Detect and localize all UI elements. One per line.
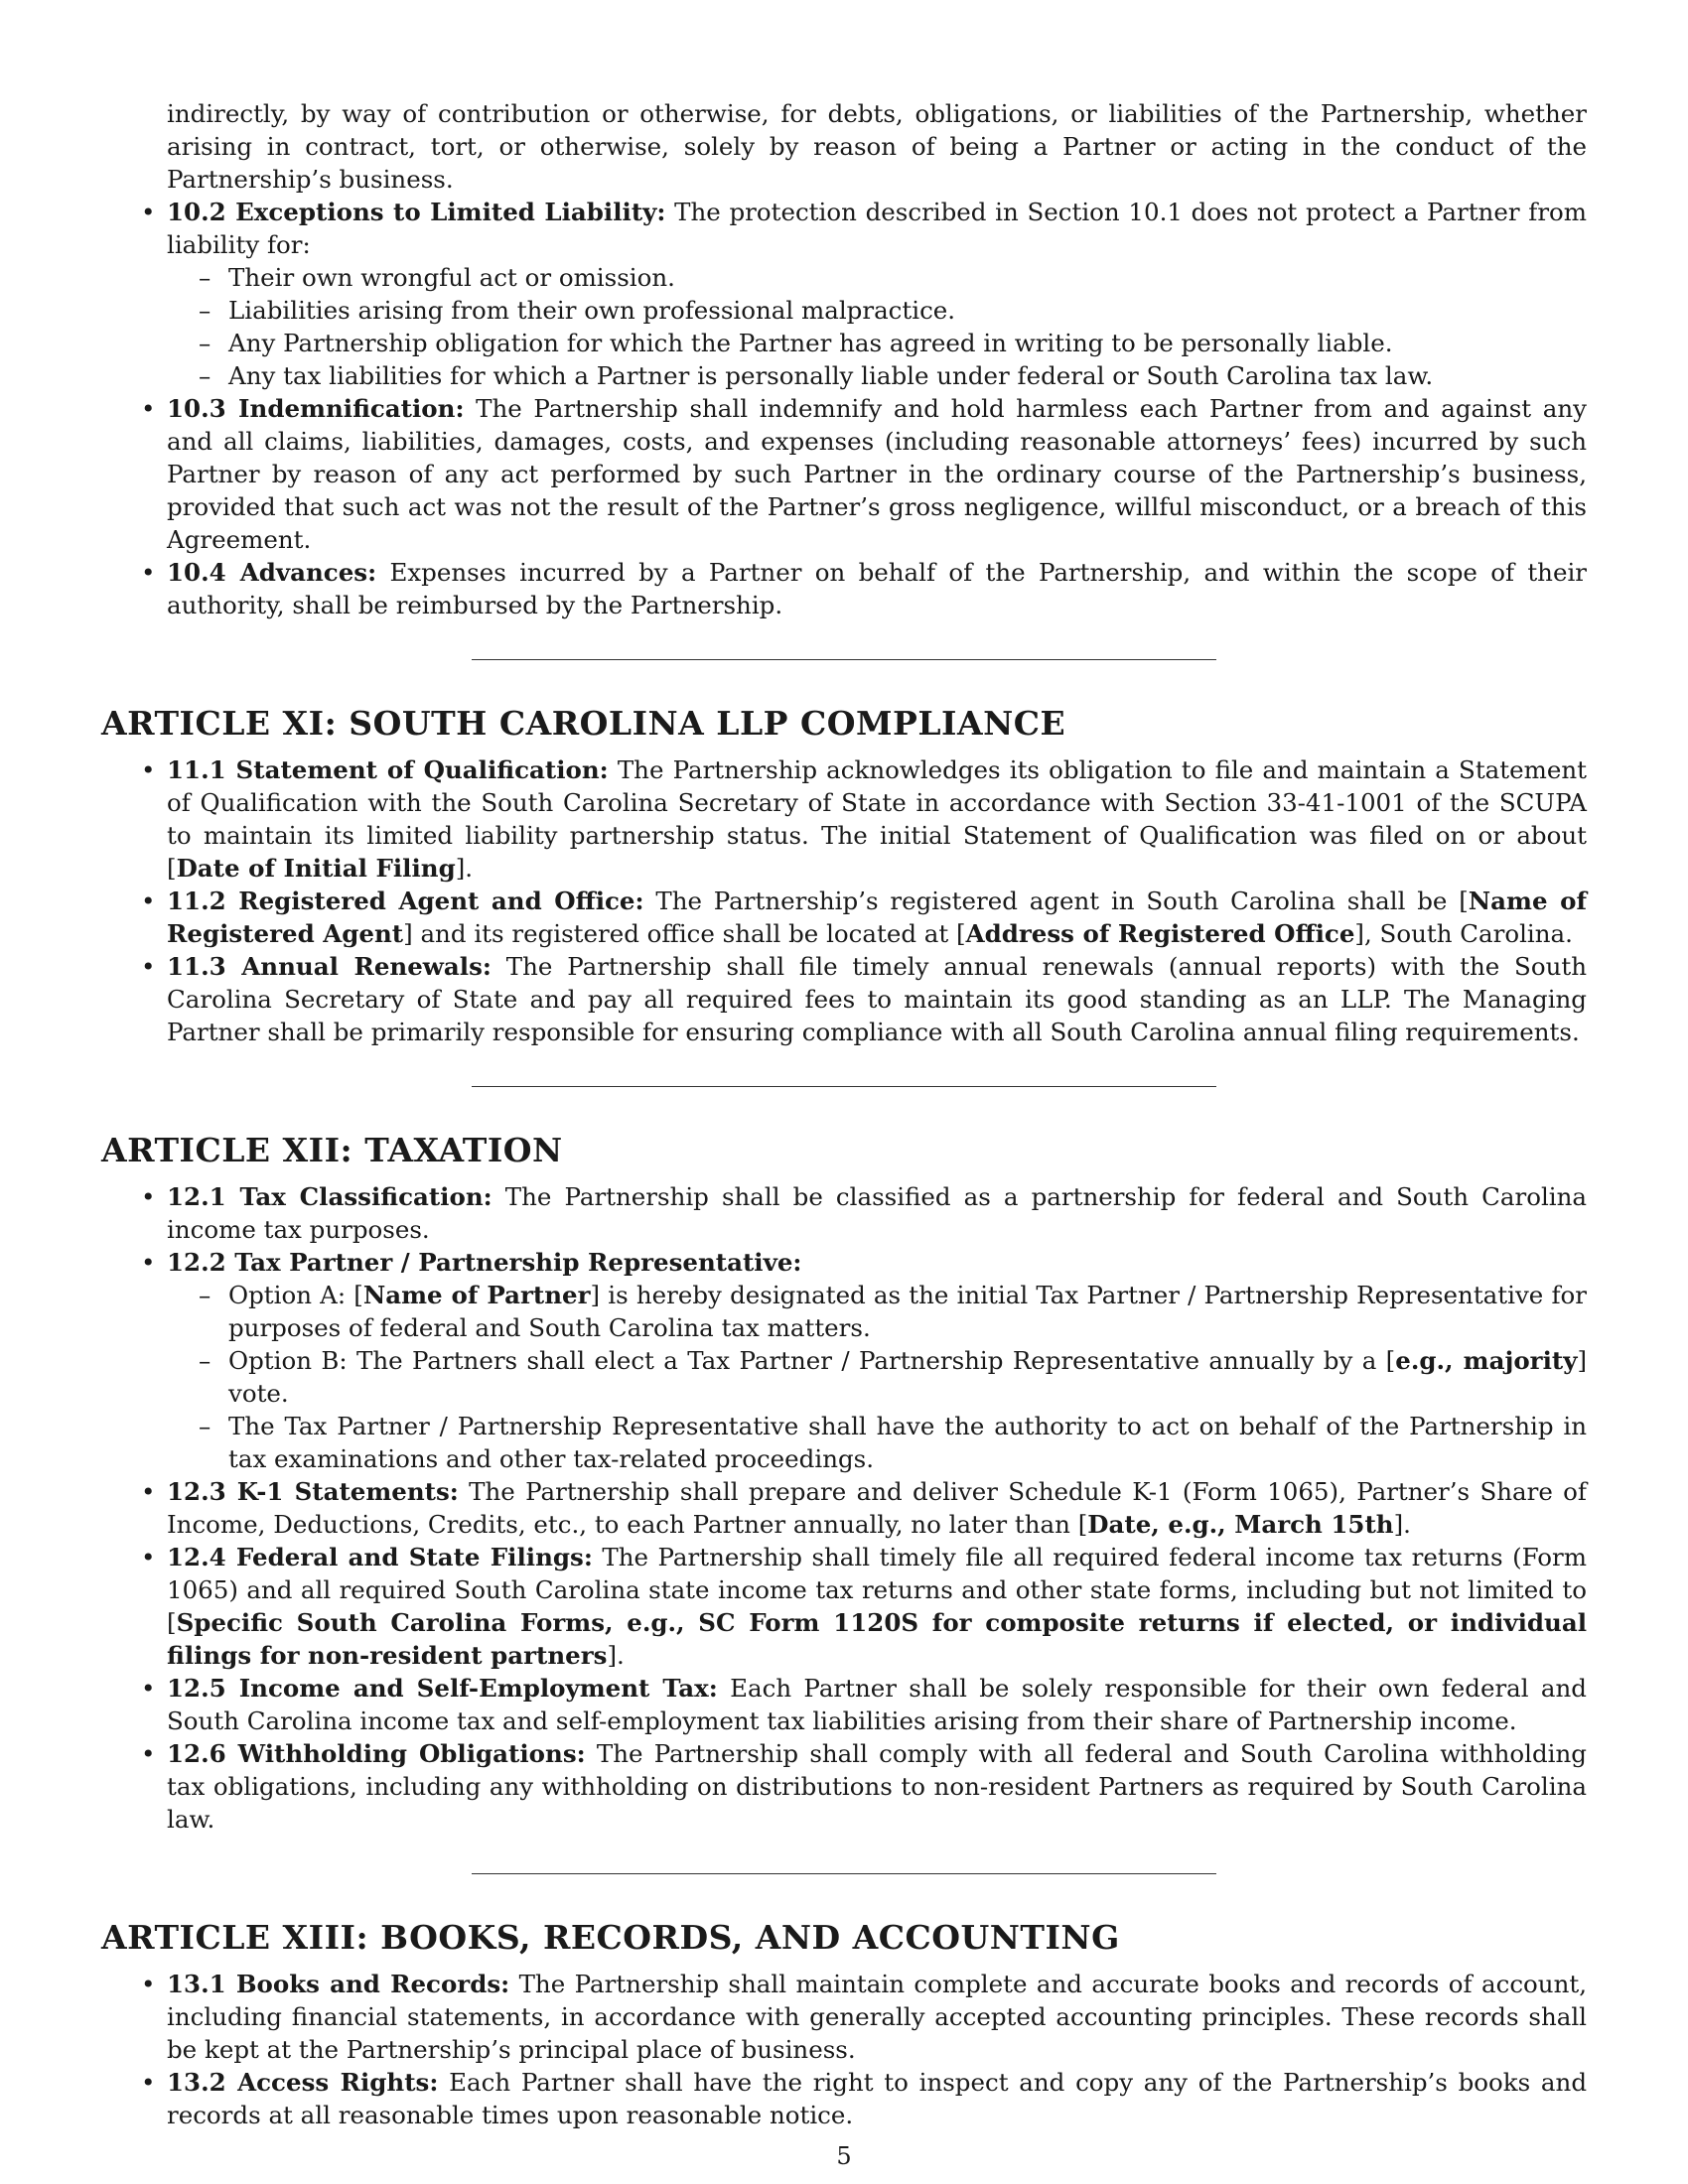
- placeholder-field: Name of Registered Agent: [167, 887, 1587, 948]
- section-10-4: • 10.4 Advances: Expenses incurred by a Partner on behalf of the Partnership, and within the scope of their authority, shall be reimbursed by the Partnership.: [101, 556, 1587, 621]
- section-title: 10.3 Indemnification:: [167, 394, 465, 423]
- list-item: – Any Partnership obligation for which the Partner has agreed in writing to be personally liable.: [167, 327, 1587, 359]
- section-12-4: • 12.4 Federal and State Filings: The Partnership shall timely file all required federal income tax returns (Form 1065) and all required South Carolina state income tax returns and other state forms, including but not limited to [Specific South Carolina Forms, e.g., SC Form 1120S for composite returns if elected, or individual filings for non-resident partners].: [101, 1541, 1587, 1672]
- article-12-list: [101, 1180, 1587, 1836]
- section-11-2: • 11.2 Registered Agent and Office: The Partnership’s registered agent in South Carolina shall be [Name of Registered Agent] and its registered office shall be located at [Address of Registered Office], South Carolina.: [101, 885, 1587, 950]
- section-12-5: • 12.5 Income and Self-Employment Tax: Each Partner shall be solely responsible for their own federal and South Carolina income tax and self-employment tax liabilities arising from their share of Partnership income.: [101, 1672, 1587, 1737]
- intro-paragraph: indirectly, by way of contribution or otherwise, for debts, obligations, or liabilities of the Partnership, whether arising in contract, tort, or otherwise, solely by reason of being a Partner or acting in the conduct of the Partnership’s business.: [167, 99, 1587, 194]
- section-title: 11.2 Registered Agent and Office:: [167, 887, 644, 915]
- section-11-3: • 11.3 Annual Renewals: The Partnership shall file timely annual renewals (annual reports) with the South Carolina Secretary of State and pay all required fees to maintain its good standing as an LLP. The Managing Partner shall be primarily responsible for ensuring compliance with all South Carolina annual filing requirements.: [101, 950, 1587, 1048]
- section-title: 11.3 Annual Renewals:: [167, 952, 492, 981]
- section-12-1: • 12.1 Tax Classification: The Partnership shall be classified as a partnership for federal and South Carolina income tax purposes.: [101, 1180, 1587, 1246]
- exceptions-list: [167, 261, 1587, 392]
- section-title: 12.5 Income and Self-Employment Tax:: [167, 1674, 718, 1703]
- placeholder-field: Address of Registered Office: [965, 919, 1355, 948]
- list-item: – Liabilities arising from their own professional malpractice.: [167, 294, 1587, 327]
- section-title: 12.1 Tax Classification:: [167, 1182, 492, 1211]
- list-item: – Their own wrongful act or omission.: [167, 261, 1587, 294]
- article-13-list: [101, 1968, 1587, 2131]
- section-12-3: • 12.3 K-1 Statements: The Partnership shall prepare and deliver Schedule K-1 (Form 1065), Partner’s Share of Income, Deductions, Credits, etc., to each Partner annually, no later than [Date, e.g., March 15th].: [101, 1475, 1587, 1541]
- section-divider: [472, 659, 1216, 660]
- section-title: 10.4 Advances:: [167, 558, 377, 587]
- article-10-list: [101, 196, 1587, 621]
- list-item: – Option A: [Name of Partner] is hereby designated as the initial Tax Partner / Partnership Representative for purposes of federal and South Carolina tax matters.: [167, 1279, 1587, 1344]
- placeholder-field: Specific South Carolina Forms, e.g., SC Form 1120S for composite returns if elected, or individual filings for non-resident partners: [167, 1608, 1587, 1670]
- article-13-heading: ARTICLE XIII: BOOKS, RECORDS, AND ACCOUNTING: [101, 1918, 1120, 1957]
- placeholder-field: Date, e.g., March 15th: [1087, 1510, 1394, 1539]
- section-10-3: • 10.3 Indemnification: The Partnership shall indemnify and hold harmless each Partner from and against any and all claims, liabilities, damages, costs, and expenses (including reasonable attorneys’ fees) incurred by such Partner by reason of any act performed by such Partner in the ordinary course of the Partnership’s business, provided that such act was not the result of the Partner’s gross negligence, willful misconduct, or a breach of this Agreement.: [101, 392, 1587, 556]
- section-title: 13.1 Books and Records:: [167, 1970, 510, 1998]
- placeholder-field: Name of Partner: [362, 1281, 591, 1309]
- section-title: 12.2 Tax Partner / Partnership Representative:: [167, 1248, 802, 1277]
- section-10-2: • 10.2 Exceptions to Limited Liability: The protection described in Section 10.1 does not protect a Partner from liability for: – Their own wrongful act or omission. – Liabilities arising from their own professional malpractice. – Any Partnership obligation for which the Partner has agreed in writing to be personally liable. – Any tax liabilities for which a Partner is personally liable under federal or South Carolina tax law.: [101, 196, 1587, 392]
- article-12-heading: ARTICLE XII: TAXATION: [101, 1131, 563, 1169]
- section-title: 13.2 Access Rights:: [167, 2068, 439, 2097]
- page-number: 5: [836, 2142, 852, 2170]
- document-page: [101, 97, 1587, 2131]
- article-11-heading: ARTICLE XI: SOUTH CAROLINA LLP COMPLIANCE: [101, 704, 1066, 743]
- section-13-1: • 13.1 Books and Records: The Partnership shall maintain complete and accurate books and records of account, including financial statements, in accordance with generally accepted accounting principles. These records shall be kept at the Partnership’s principal place of business.: [101, 1968, 1587, 2066]
- list-item: – The Tax Partner / Partnership Representative shall have the authority to act on behalf of the Partnership in tax examinations and other tax-related proceedings.: [167, 1410, 1587, 1475]
- section-13-2: • 13.2 Access Rights: Each Partner shall have the right to inspect and copy any of the Partnership’s books and records at all reasonable times upon reasonable notice.: [101, 2066, 1587, 2131]
- section-12-6: • 12.6 Withholding Obligations: The Partnership shall comply with all federal and South Carolina withholding tax obligations, including any withholding on distributions to non-resident Partners as required by South Carolina law.: [101, 1737, 1587, 1836]
- list-item: – Option B: The Partners shall elect a Tax Partner / Partnership Representative annually by a [e.g., majority] vote.: [167, 1344, 1587, 1410]
- section-12-2: [101, 1246, 1587, 1475]
- section-title: 10.2 Exceptions to Limited Liability:: [167, 198, 666, 226]
- section-title: 12.4 Federal and State Filings:: [167, 1543, 593, 1571]
- list-item: – Any tax liabilities for which a Partner is personally liable under federal or South Carolina tax law.: [167, 359, 1587, 392]
- section-divider: [472, 1086, 1216, 1087]
- section-title: 12.3 K-1 Statements:: [167, 1477, 459, 1506]
- section-title: 12.6 Withholding Obligations:: [167, 1739, 586, 1768]
- placeholder-field: Date of Initial Filing: [176, 854, 456, 883]
- section-divider: [472, 1873, 1216, 1874]
- section-11-1: • 11.1 Statement of Qualification: The Partnership acknowledges its obligation to file and maintain a Statement of Qualification with the South Carolina Secretary of State in accordance with Section 33-41-1001 of the SCUPA to maintain its limited liability partnership status. The initial Statement of Qualification was filed on or about [Date of Initial Filing].: [101, 753, 1587, 885]
- placeholder-field: e.g., majority: [1395, 1346, 1578, 1375]
- section-title: 11.1 Statement of Qualification:: [167, 755, 609, 784]
- tax-partner-options: [167, 1279, 1587, 1475]
- article-11-list: [101, 753, 1587, 1048]
